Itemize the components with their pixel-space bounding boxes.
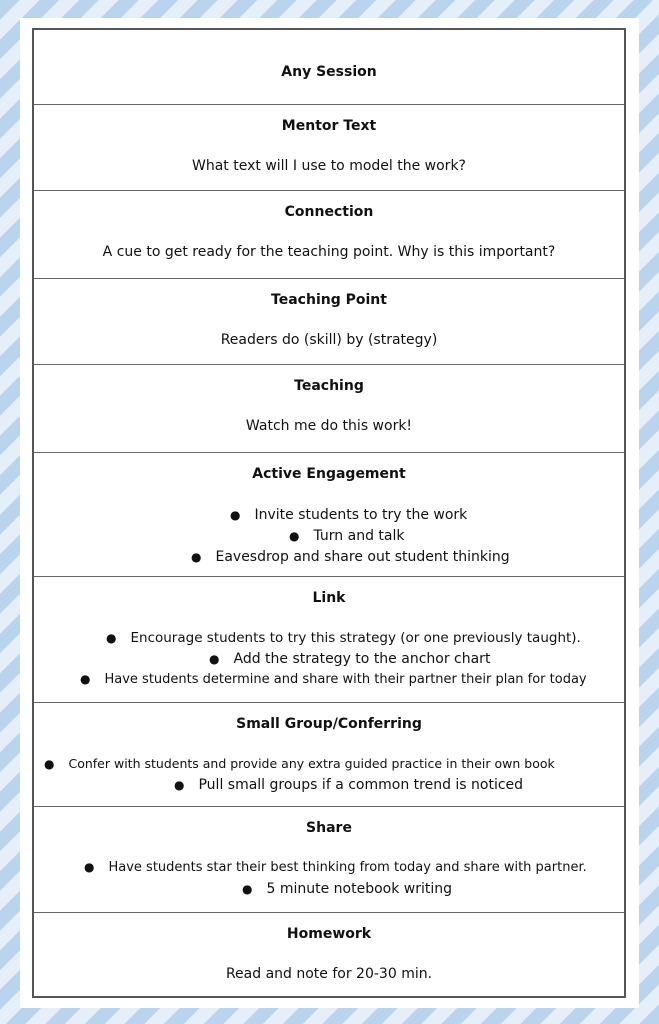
bullet-icon: ● [209, 652, 220, 666]
list-item: ● 5 minute notebook writing [242, 881, 453, 897]
list-item: ● Eavesdrop and share out student thinking [191, 549, 510, 565]
section-text: A cue to get ready for the teaching point. Why is this important? [102, 244, 556, 260]
section-text: Readers do (skill) by (strategy) [220, 332, 438, 348]
bullet-icon: ● [230, 508, 241, 522]
bullet-icon: ● [174, 778, 185, 792]
row-mentor-text [34, 105, 624, 191]
list-item: ● Have students star their best thinking from today and share with partner. [84, 860, 587, 875]
list-item: ● Invite students to try the work [230, 507, 468, 523]
lesson-table [32, 28, 626, 998]
bullet-icon: ● [191, 550, 202, 564]
bullet-icon: ● [242, 882, 253, 896]
section-title: Homework [286, 926, 372, 942]
bullet-icon: ● [289, 529, 300, 543]
list-item: ● Turn and talk [289, 528, 405, 544]
row-small-group [34, 703, 624, 807]
bullet-icon: ● [84, 860, 95, 874]
section-title: Small Group/Conferring [236, 716, 422, 732]
row-link [34, 577, 624, 703]
list-item: ● Have students determine and share with their partner their plan for today [80, 672, 587, 687]
bullet-icon: ● [44, 757, 55, 771]
section-title: Mentor Text [281, 118, 377, 134]
list-item: ● Pull small groups if a common trend is noticed [174, 777, 524, 793]
section-title: Connection [284, 204, 374, 220]
section-title: Any Session [281, 64, 377, 80]
bullet-icon: ● [106, 631, 117, 645]
row-active-engagement [34, 453, 624, 577]
list-item: ● Encourage students to try this strategy (or one previously taught). [106, 630, 581, 646]
section-title: Teaching Point [271, 292, 387, 308]
bullet-icon: ● [80, 672, 91, 686]
list-item: ● Confer with students and provide any extra guided practice in their own book [44, 756, 555, 771]
section-title: Share [306, 820, 352, 836]
row-homework [34, 913, 624, 996]
row-any-session [34, 30, 624, 105]
section-title: Teaching [294, 378, 364, 394]
section-title: Link [312, 590, 346, 606]
section-text: Read and note for 20-30 min. [225, 966, 433, 982]
row-teaching-point [34, 279, 624, 365]
section-text: What text will I use to model the work? [192, 158, 466, 174]
row-connection [34, 191, 624, 279]
row-share [34, 807, 624, 913]
list-item: ● Add the strategy to the anchor chart [209, 651, 491, 667]
section-title: Active Engagement [252, 466, 406, 482]
section-text: Watch me do this work! [245, 418, 413, 434]
row-teaching [34, 365, 624, 453]
planning-sheet [20, 18, 639, 1008]
